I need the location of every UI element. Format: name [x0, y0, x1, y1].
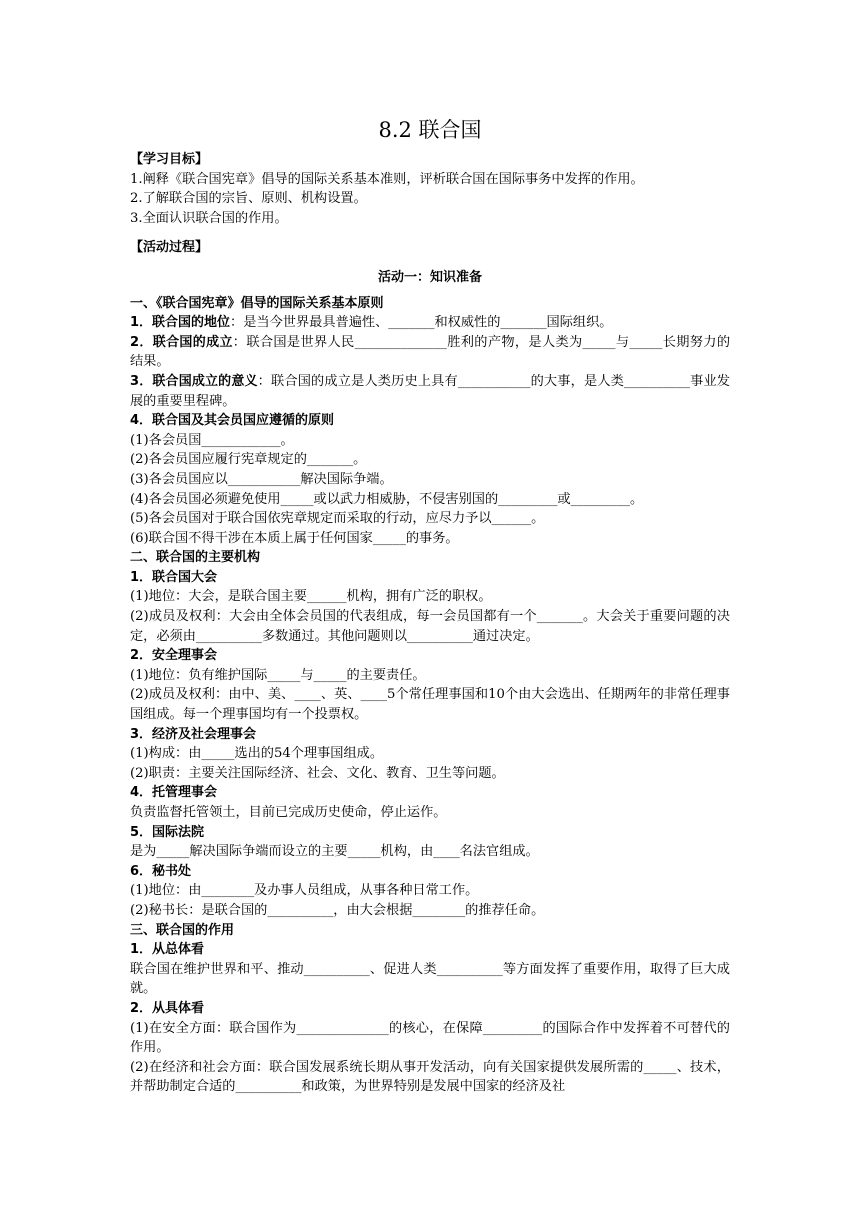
subsection-heading: 4．联合国及其会员国应遵循的原则 — [130, 413, 335, 429]
paragraph-label: 3．联合国成立的意义 — [130, 373, 258, 389]
goal-item: 3.全面认识联合国的作用。 — [130, 210, 288, 226]
subsection-heading: 2．从具体看 — [130, 1000, 205, 1016]
paragraph-text: ：联合国的成立是人类历史上具有___________的大事，是人类__________事业发展的重要里程碑。 — [130, 373, 730, 409]
list-item: (2)在经济和社会方面：联合国发展系统长期从事开发活动，向有关国家提供发展所需的_____、技术，并帮助制定合适的__________和政策，为世界特别是发展中国家的经济及社 — [130, 1059, 730, 1095]
subsection-heading: 3．经济及社会理事会 — [130, 726, 257, 742]
subsection-heading: 5．国际法院 — [130, 824, 205, 840]
paragraph-text: ：是当今世界最具普遍性、_______和权威性的_______国际组织。 — [230, 315, 613, 331]
subsection-heading: 4．托管理事会 — [130, 785, 218, 801]
paragraph-text: 联合国在维护世界和平、推动__________、促进人类__________等方面发挥了重要作用，取得了巨大成就。 — [130, 961, 730, 997]
goal-item: 2.了解联合国的宗旨、原则、机构设置。 — [130, 191, 367, 207]
process-heading: 【活动过程】 — [130, 240, 209, 256]
paragraph-un-significance — [130, 372, 730, 411]
list-item: (3)各会员国应以___________解决国际争端。 — [130, 471, 393, 487]
goal-item: 1.阐释《联合国宪章》倡导的国际关系基本准则，评析联合国在国际事务中发挥的作用。 — [130, 171, 644, 187]
page-title: 8.2 联合国 — [378, 118, 482, 142]
goals-heading: 【学习目标】 — [130, 152, 209, 167]
list-item: (2)秘书长：是联合国的__________，由大会根据________的推荐任命。 — [130, 902, 545, 918]
paragraph-text: ：联合国是世界人民______________胜利的产物，是人类为_____与_____长期努力的结果。 — [130, 334, 731, 370]
list-item: (1)构成：由_____选出的54个理事国组成。 — [130, 746, 384, 762]
activity-title: 活动一：知识准备 — [377, 269, 482, 285]
paragraph-label: 2．联合国的成立 — [130, 334, 233, 350]
list-item: (1)各会员国____________。 — [130, 432, 294, 448]
paragraph-text: 负责监督托管领土，目前已完成历史使命，停止运作。 — [130, 805, 447, 820]
section-heading: 三、联合国的作用 — [130, 922, 235, 938]
section-heading: 二、联合国的主要机构 — [130, 550, 261, 566]
subsection-heading: 2．安全理事会 — [130, 648, 218, 664]
paragraph-un-status — [130, 313, 730, 333]
list-item: (2)各会员国应履行宪章规定的_______。 — [130, 452, 367, 468]
list-item: (4)各会员国必须避免使用_____或以武力相威胁，不侵害别国的_________或_________。 — [130, 491, 644, 507]
list-item: (1)地位：由________及办事人员组成，从事各种日常工作。 — [130, 883, 479, 899]
list-item: (5)各会员国对于联合国依宪章规定而采取的行动，应尽力予以______。 — [130, 511, 545, 527]
paragraph-label: 1．联合国的地位 — [130, 315, 231, 331]
list-item: (6)联合国不得干涉在本质上属于任何国家_____的事务。 — [130, 530, 459, 546]
paragraph-text: 是为_____解决国际争端而设立的主要_____机构，由____名法官组成。 — [130, 844, 539, 860]
subsection-heading: 6．秘书处 — [130, 863, 192, 879]
list-item: (2)成员及权利：大会由全体会员国的代表组成，每一会员国都有一个_______。大会关于重要问题的决定，必须由__________多数通过。其他问题则以__________通过决定。 — [130, 609, 730, 644]
list-item: (1)在安全方面：联合国作为______________的核心，在保障_________的国际合作中发挥着不可替代的作用。 — [130, 1020, 730, 1056]
subsection-heading: 1．从总体看 — [130, 942, 205, 958]
subsection-heading: 1．联合国大会 — [130, 569, 218, 585]
list-item: (2)职责：主要关注国际经济、社会、文化、教育、卫生等问题。 — [130, 765, 505, 781]
list-item: (2)成员及权利：由中、美、____、英、____5个常任理事国和10个由大会选出、任期两年的非常任理事国组成。每一个理事国均有一个投票权。 — [130, 687, 730, 723]
document-body — [130, 150, 730, 1097]
paragraph-un-founding — [130, 333, 730, 372]
list-item: (1)地位：大会，是联合国主要______机构，拥有广泛的职权。 — [130, 589, 492, 605]
list-item: (1)地位：负有维护国际_____与_____的主要责任。 — [130, 667, 426, 683]
section-heading: 一、《联合国宪章》倡导的国际关系基本原则 — [130, 295, 384, 311]
